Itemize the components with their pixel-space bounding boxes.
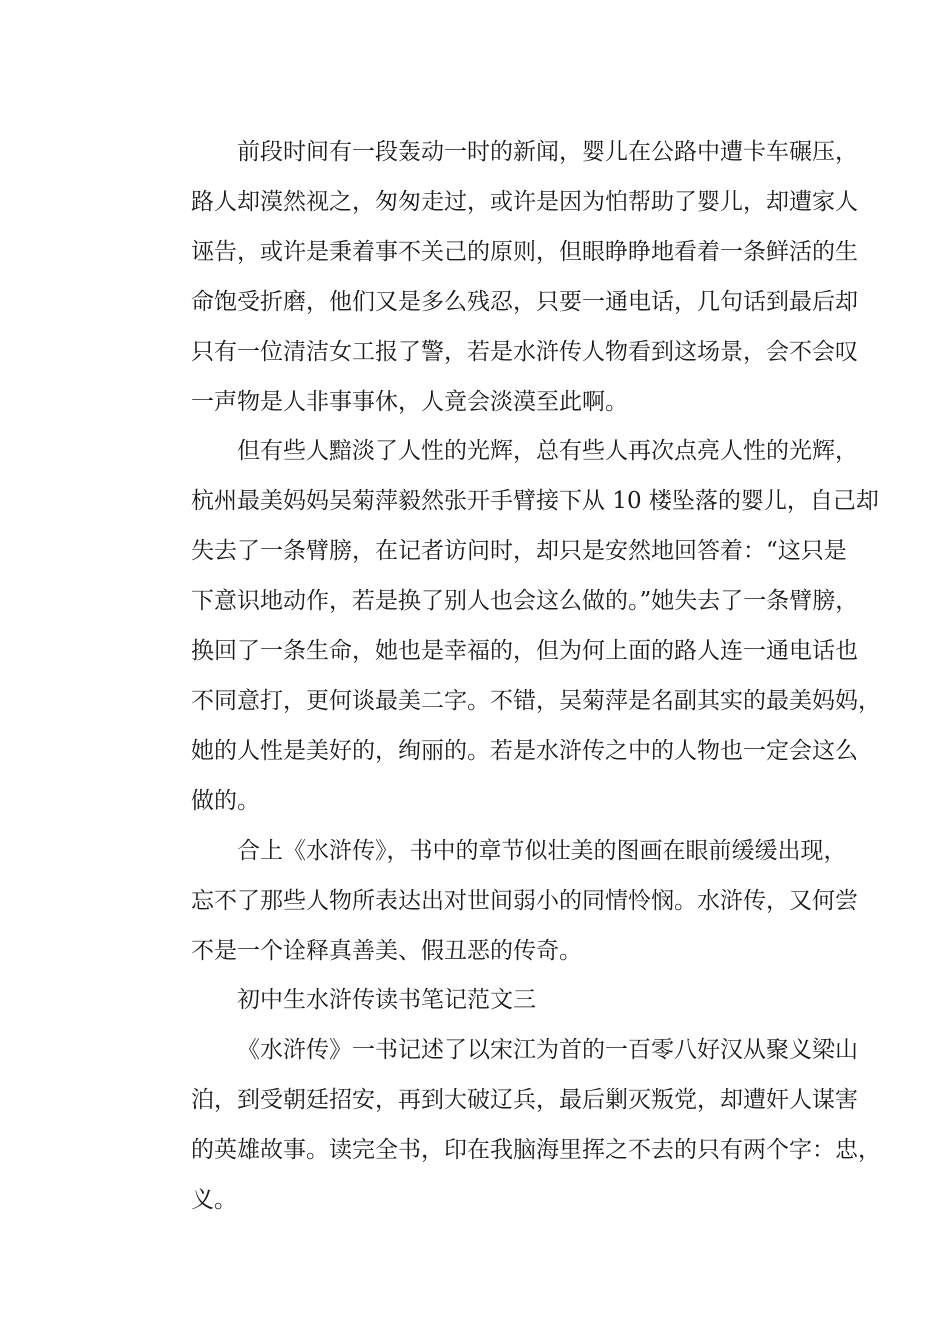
text-line: 她的人性是美好的，绚丽的。若是水浒传之中的人物也一定会这么 xyxy=(191,737,858,764)
text-line: 泊，到受朝廷招安，再到大破辽兵，最后剿灭叛党，却遭奸人谋害 xyxy=(191,1087,858,1114)
paragraph-2 xyxy=(145,427,881,826)
text-line: 但有些人黯淡了人性的光辉，总有些人再次点亮人性的光辉， xyxy=(237,438,858,465)
text-line: 失去了一条臂膀，在记者访问时，却只是安然地回答着：“这只是 xyxy=(191,538,847,565)
text-line: 做的。 xyxy=(191,787,260,814)
text-line: 诬告，或许是秉着事不关己的原则，但眼睁睁地看着一条鲜活的生 xyxy=(191,238,858,265)
text-line: 不同意打，更何谈最美二字。不错，吴菊萍是名副其实的最美妈妈， xyxy=(191,687,881,714)
text-line: 杭州最美妈妈吴菊萍毅然张开手臂接下从 10 楼坠落的婴儿，自己却 xyxy=(191,488,879,515)
text-line: 前段时间有一段轰动一时的新闻，婴儿在公路中遭卡车碾压， xyxy=(237,139,858,165)
text-line: 路人却漠然视之，匆匆走过，或许是因为怕帮助了婴儿，却遭家人 xyxy=(191,188,858,215)
heading-text: 初中生水浒传读书笔记范文三 xyxy=(237,987,536,1014)
text-line: 一声物是人非事事休，人竟会淡漠至此啊。 xyxy=(191,388,628,415)
section-heading xyxy=(145,976,820,1026)
text-line: 不是一个诠释真善美、假丑恶的传奇。 xyxy=(191,937,582,964)
text-line: 忘不了那些人物所表达出对世间弱小的同情怜悯。水浒传，又何尝 xyxy=(191,887,858,914)
paragraph-4 xyxy=(145,1026,881,1226)
text-line: 只有一位清洁女工报了警，若是水浒传人物看到这场景，会不会叹 xyxy=(191,338,858,365)
text-line: 合上《水浒传》，书中的章节似壮美的图画在眼前缓缓出现， xyxy=(237,837,847,864)
paragraph-3 xyxy=(145,827,858,977)
text-line: 换回了一条生命，她也是幸福的，但为何上面的路人连一通电话也 xyxy=(191,638,858,665)
text-line: 命饱受折磨，他们又是多么残忍，只要一通电话，几句话到最后却 xyxy=(191,288,858,315)
paragraph-1 xyxy=(145,128,858,427)
text-line: 的英雄故事。读完全书，印在我脑海里挥之不去的只有两个字：忠， xyxy=(191,1137,881,1164)
text-line: 《水浒传》一书记述了以宋江为首的一百零八好汉从聚义梁山 xyxy=(237,1037,858,1064)
document-body xyxy=(145,128,881,1226)
text-line: 义。 xyxy=(191,1187,237,1214)
text-line: 下意识地动作，若是换了别人也会这么做的。”她失去了一条臂膀， xyxy=(191,588,859,615)
